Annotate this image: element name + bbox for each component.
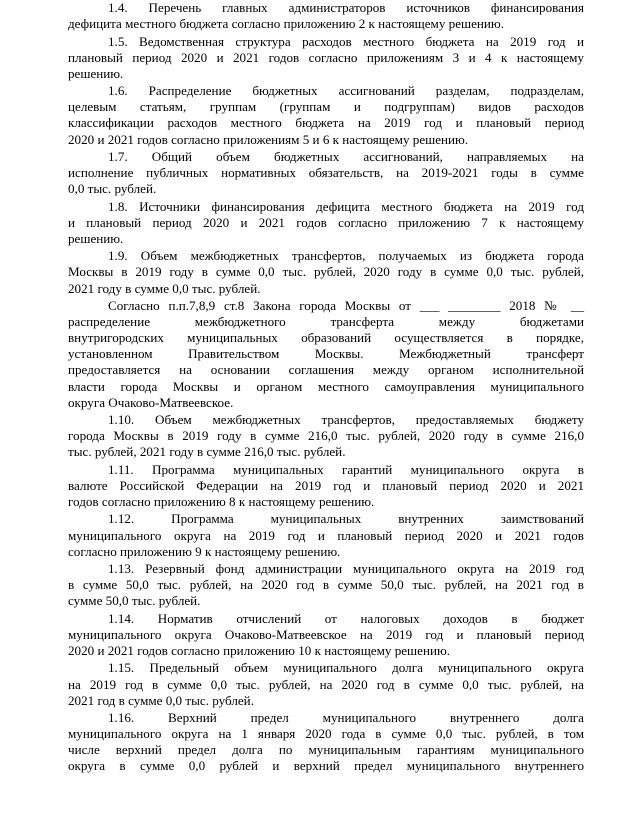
text-line: исполнение публичных нормативных обязательств, на 2019-2021 годы в сумме <box>68 165 584 181</box>
paragraph-1-9 <box>68 248 584 296</box>
text-line: распределение межбюджетного трансферта между бюджетами <box>68 314 584 330</box>
text-line: решению. <box>68 230 124 246</box>
text-line: 2021 году в сумме 0,0 тыс. рублей. <box>68 280 261 296</box>
text-line: 1.4. Перечень главных администраторов источников финансирования <box>108 0 584 15</box>
text-line: 2021 год в сумме 0,0 тыс. рублей. <box>68 692 254 708</box>
text-line: муниципального округа Очаково-Матвеевское на 2019 год и плановый период <box>68 626 584 642</box>
text-line: 1.11. Программа муниципальных гарантий муниципального округа в <box>108 461 584 477</box>
text-line: решению. <box>68 65 124 81</box>
document-page <box>68 0 584 776</box>
text-line: 1.12. Программа муниципальных внутренних заимствований <box>108 511 584 527</box>
text-line: дефицита местного бюджета согласно приложению 2 к настоящему решению. <box>68 16 504 32</box>
text-line: предоставляется на основании соглашения между органом исполнительной <box>68 362 584 378</box>
paragraph-1-14 <box>68 611 584 659</box>
text-line: плановый период 2020 и 2021 годов согласно приложениям 3 и 4 к настоящему <box>68 49 584 65</box>
text-line: внутригородских муниципальных образований осуществляется в порядке, <box>68 330 584 346</box>
text-line: 2020 и 2021 годов согласно приложению 10 к настоящему решению. <box>68 642 451 658</box>
text-line: 1.6. Распределение бюджетных ассигнований разделам, подразделам, <box>108 83 584 99</box>
text-line: 0,0 тыс. рублей. <box>68 181 157 197</box>
text-line: тыс. рублей, 2021 году в сумме 216,0 тыс. рублей. <box>68 444 346 460</box>
text-line: классификации расходов местного бюджета на 2019 год и плановый период <box>68 115 584 131</box>
text-line: 1.15. Предельный объем муниципального долга муниципального округа <box>108 660 584 676</box>
text-line: установленном Правительством Москвы. Межбюджетный трансферт <box>68 346 584 362</box>
paragraph-1-13 <box>68 561 584 609</box>
paragraph-1-7 <box>68 149 584 197</box>
paragraph-1-11 <box>68 462 584 510</box>
text-line: 1.7. Общий объем бюджетных ассигнований, направляемых на <box>108 149 584 165</box>
paragraph-1-10 <box>68 412 584 460</box>
text-line: числе верхний предел долга по муниципальным гарантиям муниципального <box>68 742 584 758</box>
text-line: 1.10. Объем межбюджетных трансфертов, предоставляемых бюджету <box>108 412 584 428</box>
text-line: муниципального округа на 2019 год и плановый период 2020 и 2021 годов <box>68 527 584 543</box>
paragraph-soglasno <box>68 298 584 411</box>
text-line: Согласно п.п.7,8,9 ст.8 Закона города Москвы от ___ ________ 2018 № __ <box>108 298 584 314</box>
paragraph-1-16 <box>68 710 584 774</box>
text-line: 1.9. Объем межбюджетных трансфертов, получаемых из бюджета города <box>108 248 584 264</box>
text-line: сумме 50,0 тыс. рублей. <box>68 593 201 609</box>
paragraph-1-12 <box>68 511 584 559</box>
text-line: 1.13. Резервный фонд администрации муниципального округа на 2019 год <box>108 561 584 577</box>
paragraph-1-15 <box>68 660 584 708</box>
text-line: муниципального округа на 1 января 2020 года в сумме 0,0 тыс. рублей, в том <box>68 726 584 742</box>
text-line: согласно приложению 9 к настоящему решению. <box>68 543 341 559</box>
text-line: Москвы в 2019 году в сумме 0,0 тыс. рублей, 2020 году в сумме 0,0 тыс. рублей, <box>68 264 584 280</box>
text-line: 1.14. Норматив отчислений от налоговых доходов в бюджет <box>108 610 584 626</box>
text-line: 1.8. Источники финансирования дефицита местного бюджета на 2019 год <box>108 198 584 214</box>
paragraph-1-6 <box>68 83 584 147</box>
text-line: города Москвы в 2019 году в сумме 216,0 тыс. рублей, 2020 году в сумме 216,0 <box>68 428 584 444</box>
paragraph-1-8 <box>68 199 584 247</box>
text-line: 1.5. Ведомственная структура расходов местного бюджета на 2019 год и <box>108 33 584 49</box>
text-line: в сумме 50,0 тыс. рублей, на 2020 год в сумме 50,0 тыс. рублей, на 2021 год в <box>68 577 584 593</box>
text-line: округа Очаково-Матвеевское. <box>68 394 234 410</box>
text-line: валюте Российской Федерации на 2019 год и плановый период 2020 и 2021 <box>68 477 584 493</box>
text-line: и плановый период 2020 и 2021 годов согласно приложению 7 к настоящему <box>68 214 584 230</box>
text-line: годов согласно приложению 8 к настоящему решению. <box>68 493 375 509</box>
text-line: власти города Москвы и органом местного самоуправления муниципального <box>68 378 584 394</box>
text-line: округа в сумме 0,0 рублей и верхний предел муниципального внутреннего <box>68 758 584 774</box>
text-line: на 2019 год в сумме 0,0 тыс. рублей, на 2020 год в сумме 0,0 тыс. рублей, на <box>68 676 584 692</box>
paragraph-1-4 <box>68 0 584 32</box>
text-line: целевым статьям, группам (группам и подгруппам) видов расходов <box>68 99 584 115</box>
text-line: 1.16. Верхний предел муниципального внутреннего долга <box>108 710 584 726</box>
paragraph-1-5 <box>68 34 584 82</box>
text-line: 2020 и 2021 годов согласно приложениям 5 и 6 к настоящему решению. <box>68 131 469 147</box>
